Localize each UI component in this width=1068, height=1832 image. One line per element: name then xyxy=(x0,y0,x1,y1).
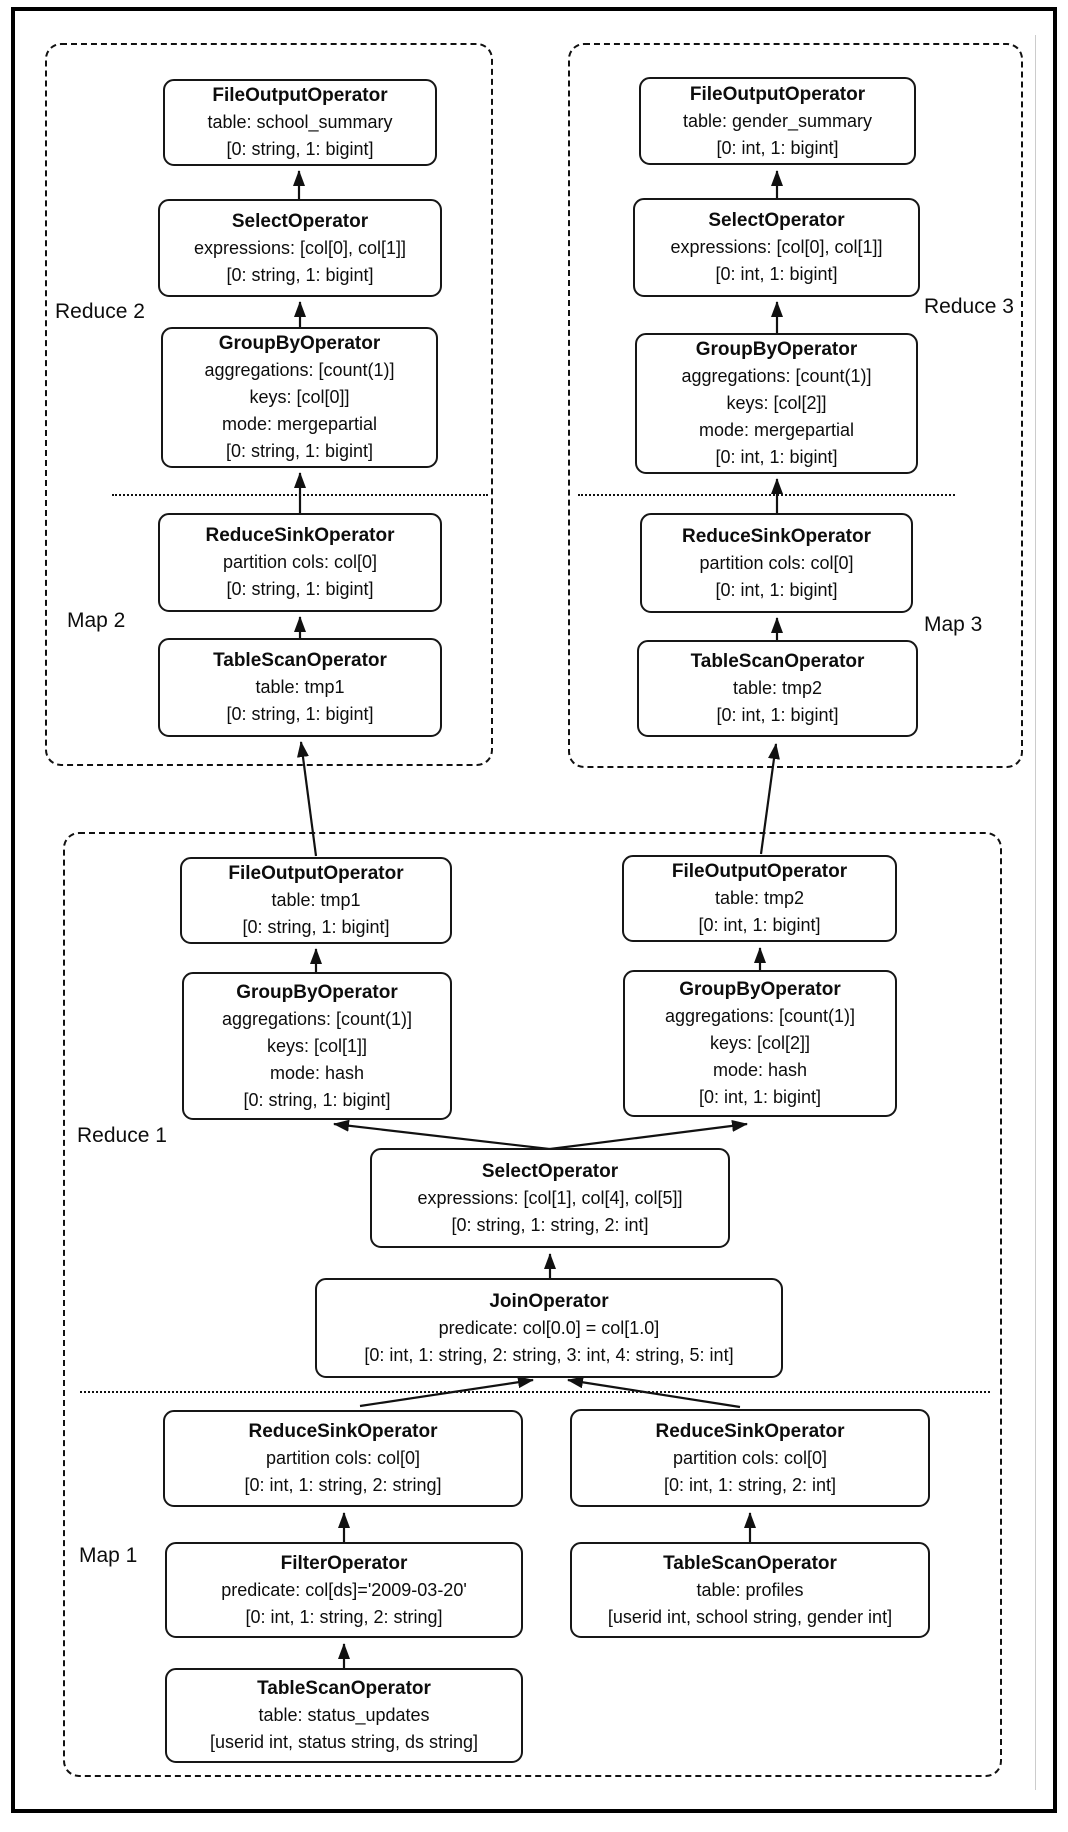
page-edge-line xyxy=(1035,35,1036,1790)
node-line: expressions: [col[0], col[1]] xyxy=(670,237,883,257)
separator-reduce3-map3 xyxy=(578,494,955,496)
node-line: partition cols: col[0] xyxy=(699,552,854,573)
node-groupby-reduce3 xyxy=(635,333,918,474)
node-line: [0: int, 1: bigint] xyxy=(716,137,839,158)
node-line: expressions: [col[0], col[1]] xyxy=(193,237,407,258)
node-line: [0: int, 1: string, 2: string] xyxy=(244,1475,442,1495)
node-line: partition cols: col[0] xyxy=(222,552,378,572)
node-title: TableScanOperator xyxy=(213,650,387,671)
node-line: aggregations: [count(1)] xyxy=(204,360,395,380)
node-line: keys: [col[1]] xyxy=(266,1035,368,1056)
node-title: GroupByOperator xyxy=(695,339,858,360)
node-line: table: tmp1 xyxy=(255,677,345,697)
node-title: FileOutputOperator xyxy=(228,863,404,884)
node-groupby-reduce1-right xyxy=(623,970,897,1117)
node-line: [0: int, 1: bigint] xyxy=(715,264,838,284)
node-line: [0: string, 1: bigint] xyxy=(226,579,374,599)
stage-label-reduce2: Reduce 2 xyxy=(55,300,145,323)
separator-reduce1-map1 xyxy=(80,1391,990,1393)
node-line: [0: string, 1: string, 2: int] xyxy=(451,1214,649,1235)
node-reducesink-map3 xyxy=(640,513,913,613)
node-fileoutput-gender-summary xyxy=(639,77,916,165)
node-fileoutput-tmp1 xyxy=(180,857,452,944)
node-line: [0: string, 1: bigint] xyxy=(243,1089,391,1110)
node-title: GroupByOperator xyxy=(236,981,398,1003)
node-title: GroupByOperator xyxy=(679,979,841,1000)
node-select-reduce1 xyxy=(370,1148,730,1248)
node-fileoutput-tmp2 xyxy=(622,855,897,942)
node-line: mode: mergepartial xyxy=(698,420,855,440)
node-line: [0: int, 1: string, 2: string, 3: int, 4: string, 5: int] xyxy=(364,1344,734,1365)
node-title: ReduceSinkOperator xyxy=(248,1421,438,1442)
node-tablescan-profiles xyxy=(570,1542,930,1638)
node-tablescan-tmp1 xyxy=(158,638,442,737)
node-select-reduce2 xyxy=(158,199,442,297)
node-title: FileOutputOperator xyxy=(689,83,866,105)
node-line: mode: hash xyxy=(712,1060,808,1080)
node-title: GroupByOperator xyxy=(218,333,381,354)
node-line: aggregations: [count(1)] xyxy=(664,1006,856,1026)
stage-label-reduce3: Reduce 3 xyxy=(924,295,1014,318)
node-tablescan-status-updates xyxy=(165,1668,523,1763)
node-line: [0: int, 1: bigint] xyxy=(716,705,839,725)
node-groupby-reduce2 xyxy=(161,327,438,468)
node-title: TableScanOperator xyxy=(257,1678,431,1699)
node-title: SelectOperator xyxy=(231,210,369,232)
node-filter-map1 xyxy=(165,1542,523,1638)
node-groupby-reduce1-left xyxy=(182,972,452,1120)
stage-label-map3: Map 3 xyxy=(924,613,983,636)
node-line: mode: mergepartial xyxy=(221,414,378,434)
node-reducesink-map2 xyxy=(158,513,442,612)
node-line: table: profiles xyxy=(696,1579,804,1600)
stage-label-map2: Map 2 xyxy=(67,609,126,632)
node-fileoutput-school-summary xyxy=(163,79,437,166)
node-select-reduce3 xyxy=(633,198,920,297)
node-title: SelectOperator xyxy=(708,210,845,231)
node-line: table: tmp2 xyxy=(714,888,805,908)
node-line: [0: int, 1: string, 2: int] xyxy=(663,1474,837,1495)
node-line: [0: int, 1: bigint] xyxy=(698,915,821,935)
node-line: [0: int, 1: bigint] xyxy=(698,1087,822,1107)
node-reducesink-map1-left xyxy=(163,1410,523,1507)
node-line: table: gender_summary xyxy=(682,110,873,131)
node-join-reduce1 xyxy=(315,1278,783,1378)
node-line: keys: [col[2]] xyxy=(709,1033,811,1053)
node-title: SelectOperator xyxy=(481,1160,619,1182)
node-line: keys: [col[2]] xyxy=(726,393,827,413)
node-line: [0: int, 1: bigint] xyxy=(715,579,838,600)
separator-reduce2-map2 xyxy=(112,494,488,496)
node-line: [userid int, status string, ds string] xyxy=(209,1732,479,1752)
node-line: table: school_summary xyxy=(207,112,393,132)
node-line: [0: string, 1: bigint] xyxy=(225,441,374,461)
node-title: FileOutputOperator xyxy=(671,861,848,882)
node-title: ReduceSinkOperator xyxy=(655,1420,845,1442)
stage-label-map1: Map 1 xyxy=(79,1544,138,1567)
node-line: partition cols: col[0] xyxy=(672,1447,828,1468)
node-reducesink-map1-right xyxy=(570,1409,930,1507)
node-title: ReduceSinkOperator xyxy=(682,525,871,547)
node-line: [0: string, 1: bigint] xyxy=(226,264,374,285)
node-line: predicate: col[0.0] = col[1.0] xyxy=(438,1317,660,1338)
node-line: [userid int, school string, gender int] xyxy=(607,1606,893,1627)
node-line: partition cols: col[0] xyxy=(265,1448,421,1468)
node-line: [0: string, 1: bigint] xyxy=(226,139,374,159)
node-line: [0: int, 1: bigint] xyxy=(715,447,838,467)
node-line: aggregations: [count(1)] xyxy=(681,366,872,386)
node-line: [0: string, 1: bigint] xyxy=(242,917,390,937)
node-tablescan-tmp2 xyxy=(637,640,918,737)
node-line: [0: int, 1: string, 2: string] xyxy=(245,1606,443,1627)
node-title: TableScanOperator xyxy=(690,651,865,672)
node-line: keys: [col[0]] xyxy=(249,387,350,407)
stage-label-reduce1: Reduce 1 xyxy=(77,1124,167,1147)
node-line: predicate: col[ds]='2009-03-20' xyxy=(221,1579,467,1600)
node-line: aggregations: [count(1)] xyxy=(221,1008,413,1029)
node-line: table: tmp1 xyxy=(271,890,361,910)
node-title: FileOutputOperator xyxy=(212,85,388,106)
node-line: mode: hash xyxy=(269,1062,365,1083)
node-title: JoinOperator xyxy=(489,1290,609,1312)
node-line: table: tmp2 xyxy=(732,678,823,698)
node-title: TableScanOperator xyxy=(663,1552,837,1574)
node-line: table: status_updates xyxy=(258,1705,430,1725)
node-line: [0: string, 1: bigint] xyxy=(226,704,374,724)
node-title: ReduceSinkOperator xyxy=(205,525,395,546)
node-title: FilterOperator xyxy=(280,1552,408,1574)
node-line: expressions: [col[1], col[4], col[5]] xyxy=(417,1187,683,1208)
